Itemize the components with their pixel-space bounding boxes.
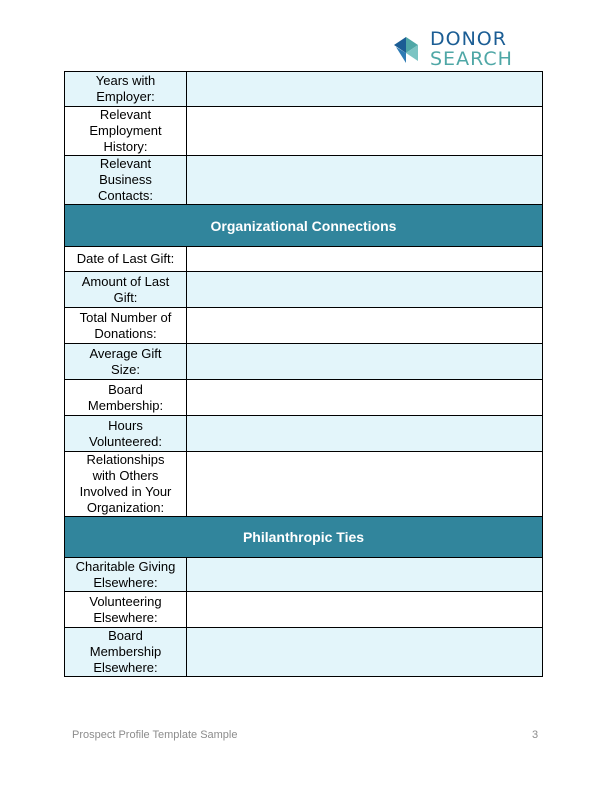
form-row bbox=[65, 592, 543, 628]
field-label: Years with Employer: bbox=[65, 72, 187, 107]
form-row bbox=[65, 308, 543, 344]
field-value-cell[interactable] bbox=[187, 344, 543, 380]
footer-page-number: 3 bbox=[532, 729, 539, 741]
logo-word-donor: DONOR bbox=[430, 28, 507, 50]
field-label: Amount of Last Gift: bbox=[65, 272, 187, 308]
field-label: Date of Last Gift: bbox=[65, 247, 187, 272]
section-header-row bbox=[65, 205, 543, 247]
field-value-cell[interactable] bbox=[187, 628, 543, 677]
field-label: Relevant Employment History: bbox=[65, 107, 187, 156]
field-value-cell[interactable] bbox=[187, 72, 543, 107]
field-value-cell[interactable] bbox=[187, 308, 543, 344]
field-value-cell[interactable] bbox=[187, 592, 543, 628]
field-label: Board Membership Elsewhere: bbox=[65, 628, 187, 677]
field-value-cell[interactable] bbox=[187, 452, 543, 517]
field-label: Hours Volunteered: bbox=[65, 416, 187, 452]
donorsearch-logo bbox=[394, 29, 544, 69]
logo-mark-icon bbox=[394, 33, 426, 65]
field-label: Volunteering Elsewhere: bbox=[65, 592, 187, 628]
field-label: Board Membership: bbox=[65, 380, 187, 416]
field-value-cell[interactable] bbox=[187, 558, 543, 592]
field-value-cell[interactable] bbox=[187, 416, 543, 452]
field-label: Average Gift Size: bbox=[65, 344, 187, 380]
form-row bbox=[65, 156, 543, 205]
field-label: Relevant Business Contacts: bbox=[65, 156, 187, 205]
form-row bbox=[65, 272, 543, 308]
field-label: Charitable Giving Elsewhere: bbox=[65, 558, 187, 592]
form-row bbox=[65, 344, 543, 380]
form-row bbox=[65, 380, 543, 416]
field-label: Total Number of Donations: bbox=[65, 308, 187, 344]
form-row bbox=[65, 452, 543, 517]
section-title: Philanthropic Ties bbox=[65, 517, 543, 558]
logo-word-search: SEARCH bbox=[430, 48, 513, 70]
form-row bbox=[65, 628, 543, 677]
field-value-cell[interactable] bbox=[187, 380, 543, 416]
form-row bbox=[65, 247, 543, 272]
section-title: Organizational Connections bbox=[65, 205, 543, 247]
form-row bbox=[65, 558, 543, 592]
footer-title: Prospect Profile Template Sample bbox=[72, 729, 238, 741]
prospect-profile-form bbox=[64, 71, 543, 677]
field-value-cell[interactable] bbox=[187, 247, 543, 272]
field-label: Relationships with Others Involved in Your Organization: bbox=[65, 452, 187, 517]
form-row bbox=[65, 416, 543, 452]
form-row bbox=[65, 107, 543, 156]
section-header-row bbox=[65, 517, 543, 558]
field-value-cell[interactable] bbox=[187, 272, 543, 308]
form-row bbox=[65, 72, 543, 107]
field-value-cell[interactable] bbox=[187, 107, 543, 156]
field-value-cell[interactable] bbox=[187, 156, 543, 205]
